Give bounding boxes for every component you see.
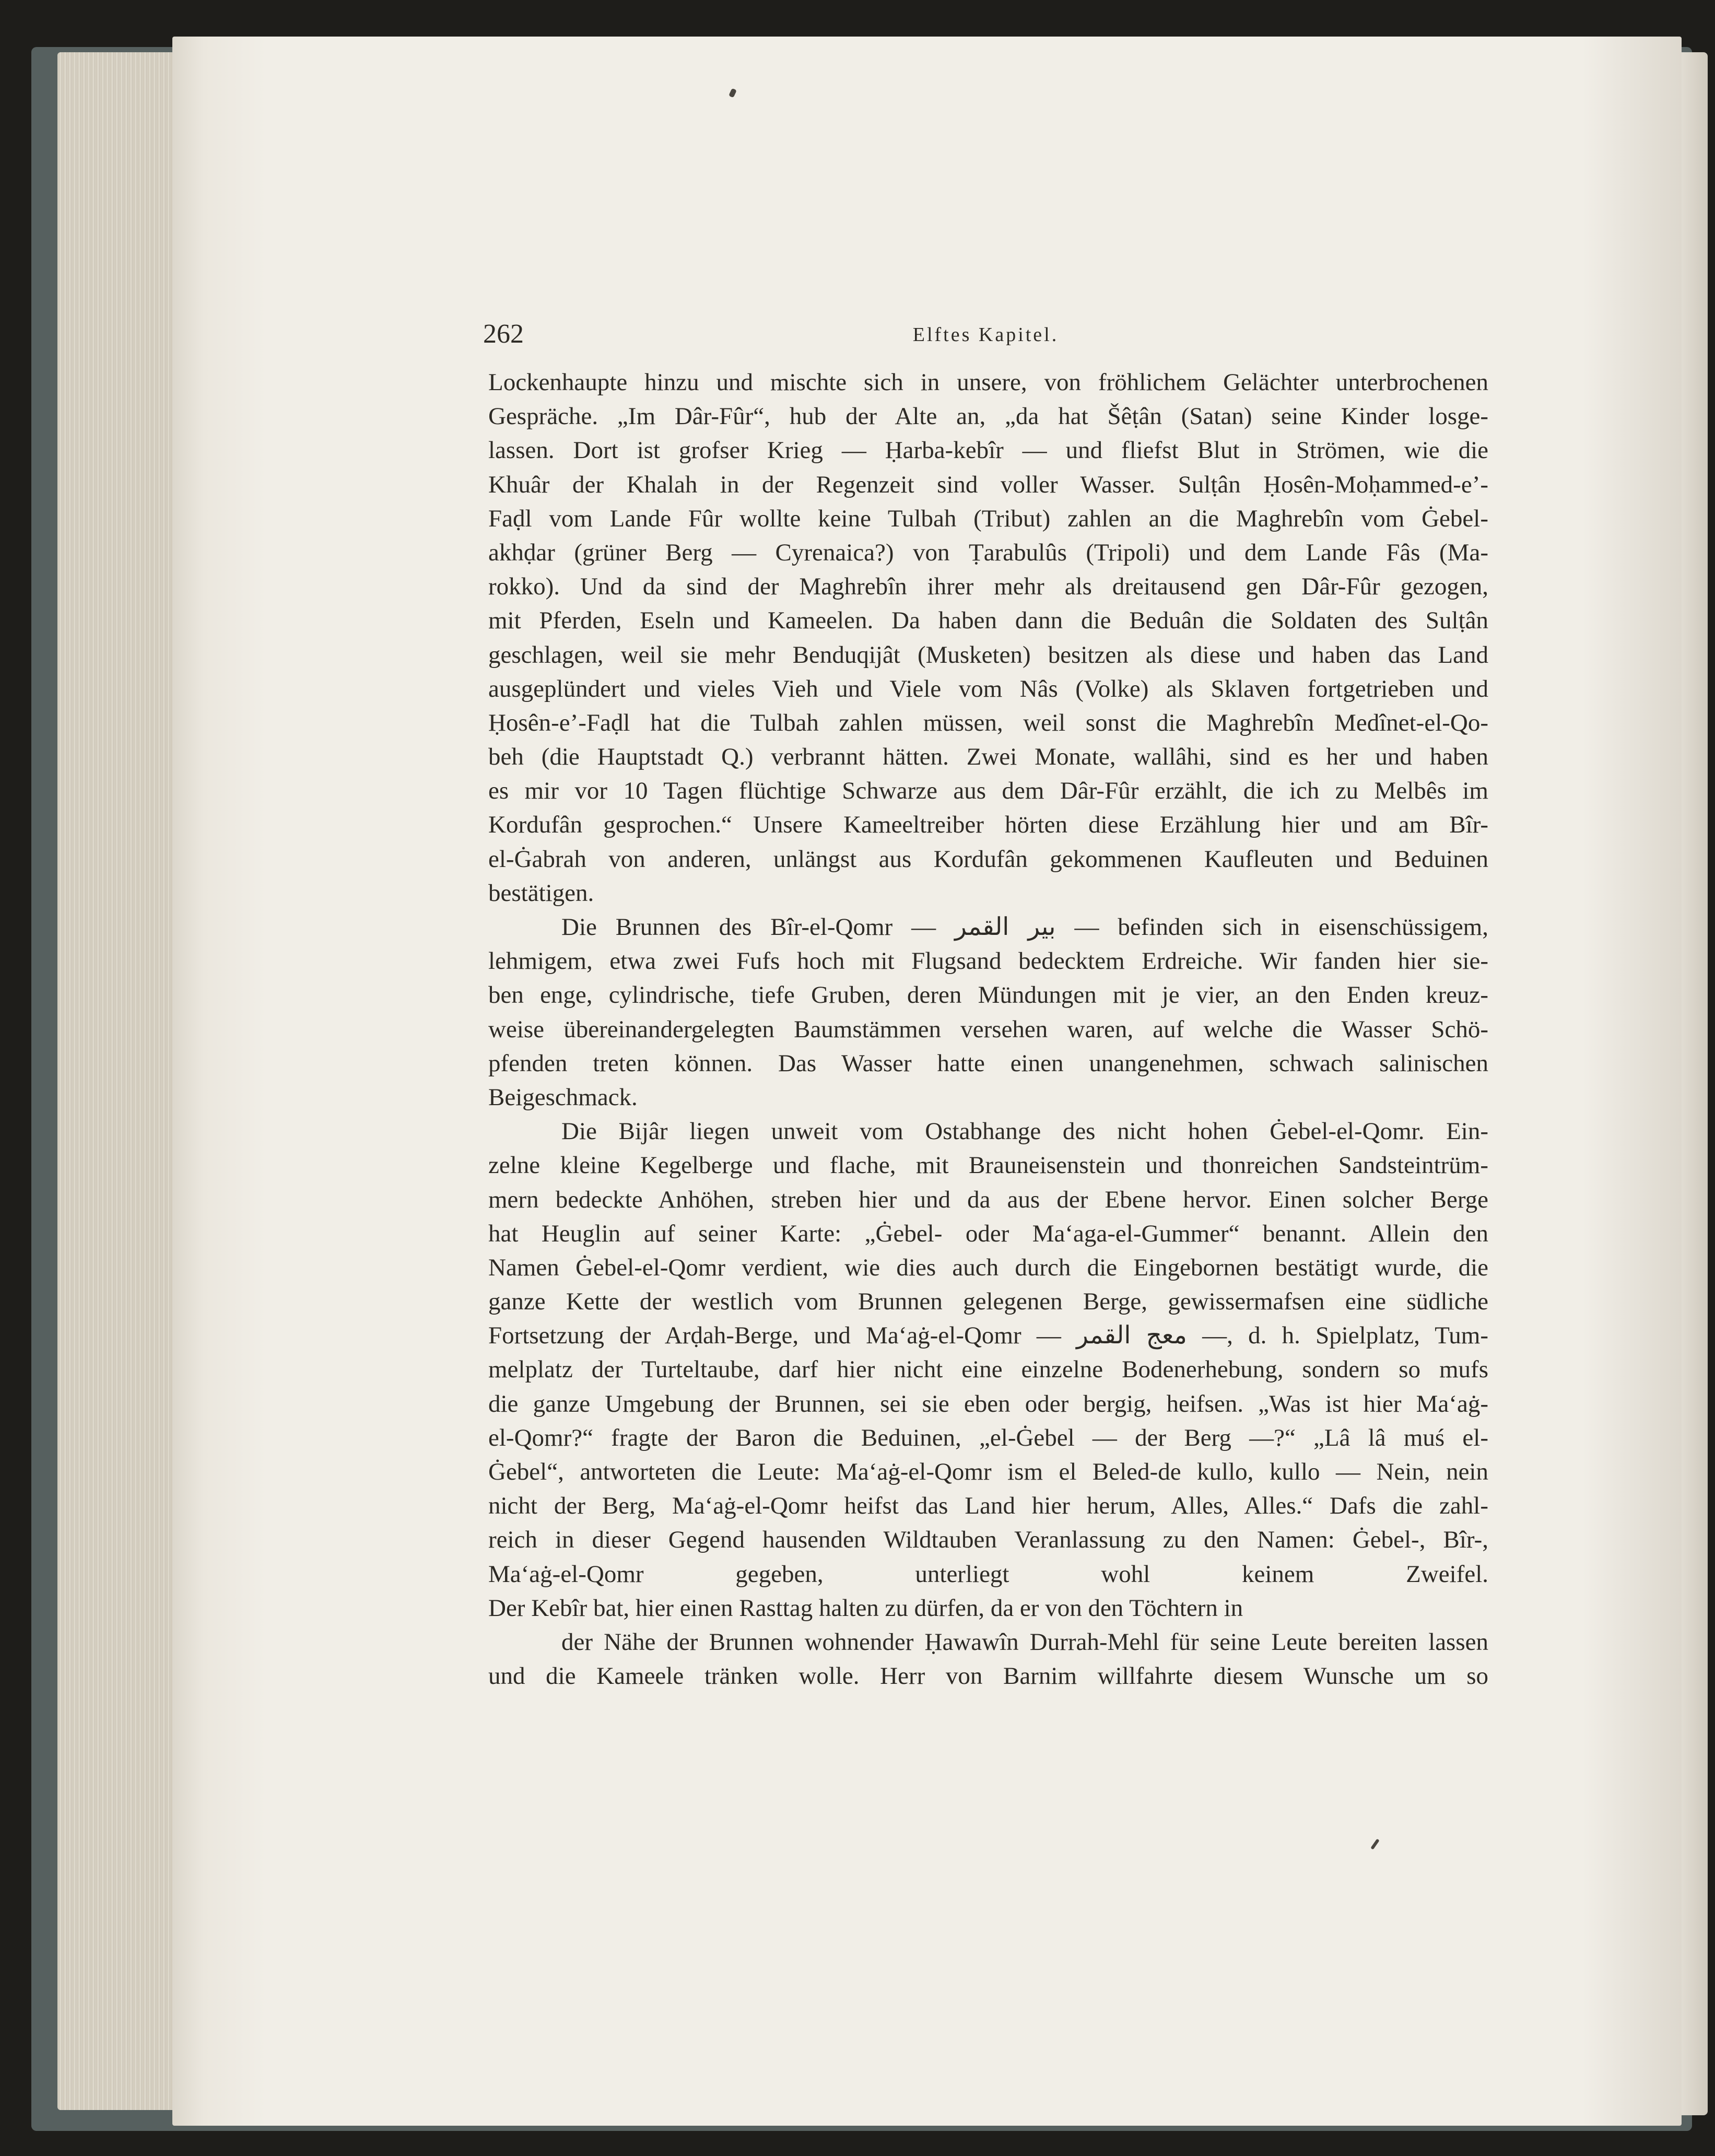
text-line: bestätigen. [488, 879, 594, 907]
running-head [483, 319, 1488, 355]
text-line: rokko). Und da sind der Maghrebîn ihrer mehr als dreitausend gen Dâr-Fûr gezogen, [488, 573, 1488, 601]
text-line: weise übereinandergelegten Baumstämmen versehen waren, auf welche die Wasser Schö- [488, 1015, 1488, 1043]
text-line: reich in dieser Gegend hausenden Wildtauben Veranlassung zu den Namen: Ġebel-, Bîr-, [488, 1526, 1488, 1554]
text-line: Die Brunnen des Bîr-el-Qomr — بير القمر — befinden sich in eisenschüssigem, [561, 913, 1488, 941]
text-line: es mir vor 10 Tagen flüchtige Schwarze aus dem Dâr-Fûr erzählt, die ich zu Melbês im [488, 777, 1488, 805]
text-line: melplatz der Turteltaube, darf hier nicht eine einzelne Bodenerhebung, sondern so mufs [488, 1356, 1488, 1384]
text-line: und die Kameele tränken wolle. Herr von Barnim willfahrte diesem Wunsche um so [488, 1662, 1488, 1690]
text-line: el-Ġabrah von anderen, unlängst aus Kordufân gekommenen Kaufleuten und Beduinen [488, 845, 1488, 873]
text-line: Ġebel“, antworteten die Leute: Ma‘aġ-el-Qomr ism el Beled-de kullo, kullo — Nein, nein [488, 1458, 1488, 1485]
text-line: Ma‘aġ-el-Qomr gegeben, unterliegt wohl keinem Zweifel. [488, 1560, 1488, 1588]
running-title: Elftes Kapitel. [912, 324, 1059, 346]
text-line: der Nähe der Brunnen wohnender Ḥawawîn Durrah-Mehl für seine Leute bereiten lassen [561, 1628, 1488, 1656]
text-line: Die Bijâr liegen unweit vom Ostabhange des nicht hohen Ġebel-el-Qomr. Ein- [561, 1118, 1488, 1145]
text-line: mit Pferden, Eseln und Kameelen. Da haben dann die Beduân die Soldaten des Sulṭân [488, 607, 1488, 635]
text-line: Faḍl vom Lande Fûr wollte keine Tulbah (Tribut) zahlen an die Maghrebîn vom Ġebel- [488, 505, 1488, 532]
text-line: Khuâr der Khalah in der Regenzeit sind voller Wasser. Sulṭân Ḥosên-Moḥammed-e’- [488, 471, 1488, 498]
text-line: zelne kleine Kegelberge und flache, mit Brauneisenstein und thonreichen Sandsteintrüm- [488, 1152, 1488, 1179]
text-line: Ḥosên-e’-Faḍl hat die Tulbah zahlen müssen, weil sonst die Maghrebîn Medînet-el-Qo- [488, 709, 1488, 736]
text-line: lassen. Dort ist grofser Krieg — Ḥarba-kebîr — und fliefst Blut in Strömen, wie die [488, 437, 1488, 464]
text-line: ganze Kette der westlich vom Brunnen gelegenen Berge, gewissermafsen eine südliche [488, 1288, 1488, 1316]
text-line: nicht der Berg, Ma‘aġ-el-Qomr heifst das Land hier herum, Alles, Alles.“ Dafs die zahl- [488, 1492, 1488, 1520]
text-line: ausgeplündert und vieles Vieh und Viele vom Nâs (Volke) als Sklaven fortgetrieben und [488, 675, 1488, 702]
page-number: 262 [483, 319, 524, 349]
text-line: Fortsetzung der Arḍah-Berge, und Ma‘aġ-el-Qomr — معج القمر —, d. h. Spielplatz, Tum- [488, 1322, 1488, 1350]
text-line: pfenden treten können. Das Wasser hatte einen unangenehmen, schwach salinischen [488, 1049, 1488, 1077]
text-line: geschlagen, weil sie mehr Benduqijât (Musketen) besitzen als diese und haben das Land [488, 641, 1488, 669]
text-line: Namen Ġebel-el-Qomr verdient, wie dies auch durch die Eingebornen bestätigt wurde, die [488, 1253, 1488, 1281]
text-line: mern bedeckte Anhöhen, streben hier und da aus der Ebene hervor. Einen solcher Berge [488, 1186, 1488, 1213]
text-line: Der Kebîr bat, hier einen Rasttag halten zu dürfen, da er von den Töchtern in [488, 1594, 1243, 1622]
text-line: akhḍar (grüner Berg — Cyrenaica?) von Ṭarabulûs (Tripoli) und dem Lande Fâs (Ma- [488, 538, 1488, 566]
page-body [488, 366, 1488, 1728]
text-line: Lockenhaupte hinzu und mischte sich in unsere, von fröhlichem Gelächter unterbrochenen [488, 369, 1488, 396]
text-line: hat Heuglin auf seiner Karte: „Ġebel- oder Ma‘aga-el-Gummer“ benannt. Allein den [488, 1220, 1488, 1247]
text-line: die ganze Umgebung der Brunnen, sei sie eben oder bergig, heifsen. „Was ist hier Ma‘aġ- [488, 1390, 1488, 1417]
text-line [488, 1693, 1488, 1727]
text-line: el-Qomr?“ fragte der Baron die Beduinen, „el-Ġebel — der Berg —?“ „Lâ lâ muś el- [488, 1424, 1488, 1451]
text-line: Beigeschmack. [488, 1083, 638, 1111]
text-line: ben enge, cylindrische, tiefe Gruben, deren Mündungen mit je vier, an den Enden kreuz- [488, 981, 1488, 1009]
text-line: lehmigem, etwa zwei Fufs hoch mit Flugsand bedecktem Erdreiche. Wir fanden hier sie- [488, 947, 1488, 975]
text-line: beh (die Hauptstadt Q.) verbrannt hätten. Zwei Monate, wallâhi, sind es her und haben [488, 743, 1488, 771]
text-line: Kordufân gesprochen.“ Unsere Kameeltreiber hörten diese Erzählung hier und am Bîr- [488, 811, 1488, 839]
text-line: Gespräche. „Im Dâr-Fûr“, hub der Alte an, „da hat Šêṭân (Satan) seine Kinder losge- [488, 403, 1488, 430]
